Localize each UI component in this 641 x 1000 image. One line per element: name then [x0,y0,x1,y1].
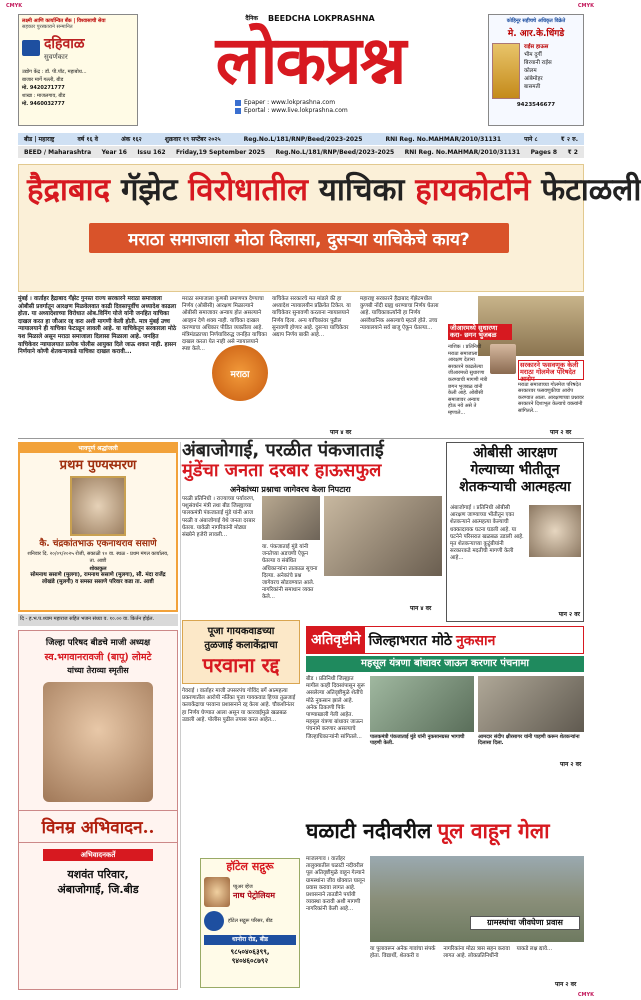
epaper-link[interactable]: Epaper : www.lokprashna.com [244,99,336,106]
lead-subheadline: मराठा समाजाला मोठा दिलासा, दुसऱ्या याचिकेचे काय? [89,223,509,253]
ad-rk-item: कोलम [524,68,537,74]
divider [18,438,584,439]
puja-headline [182,620,300,684]
ambajogai-col-1: परळी प्रतिनिधी । राज्याच्या पर्यावरण, पशुसंवर्धन मंत्री तथा बीड जिल्ह्याच्या पालकमंत्री पंकजाताई मुंडे यांनी आज परळी व अंबाजोगाई येथे जनता दरबार घेतला. यावेळी नागरिकांनी मोठ्या संख्येने हजेरी लावली... [182,496,256,539]
darbar-photo-1 [262,496,320,540]
lomte-name: स्व.भगवानरावजी (बापू) लोमटे [44,652,152,663]
dateline-rni: RNI Reg. No.MAHMAR/2010/31131 [385,135,502,143]
ghalati-headline [306,812,584,850]
dateline-city: बीड | महाराष्ट्र [24,136,55,143]
lead-jump[interactable]: पान ४ वर [330,429,352,436]
hotel-name: हॉटेल सद्गुरू [226,860,274,873]
lead-col-2: मराठा समाजाला कुणबी प्रमाणपत्र देण्याचा निर्णय (ओबीसी) आरक्षण मिळाल्याने ओबीसी समाजावर अन्याय होत असल्याने आव्हान देणे शक्य नाही. याचिका दाखल करण्याचा अधिकार पीडित व्यक्तीला आहे. मंत्रिमंडळाच्या निर्णयाविरुद्ध जनहित याचिका दाखल करता येत नाही असे न्यायालयाने स्पष्ट केले... [182,296,267,353]
ativrushti-headline-b: जिल्हाभरात मोठे [368,632,452,649]
obc-jump[interactable]: पान २ वर [558,611,580,618]
hotel-sadguru-ad [200,858,300,988]
ghalati-jump[interactable]: पान २ वर [555,981,577,988]
obituary-title: प्रथम पुण्यस्मरण [59,458,137,473]
ativrushti-headline-c: नुकसान [455,632,496,649]
hotel-pin: हॉटेल सद्गुरू परिसर, बीड [228,917,273,924]
masthead-weekly: दैनिक [245,15,259,22]
dateline-city-en: BEED / Maharashtra [24,148,92,156]
lomte-title: जिल्हा परिषद बीडचे माजी अध्यक्ष [45,638,151,648]
obituary-ad [18,442,178,612]
masthead [150,14,470,134]
saint-photo [204,877,230,907]
ad-dahiwal-top: लक्ष्मी आणि कार्यान्वित बँक | विश्वासाची सेवा [22,18,106,24]
masthead-english: BEEDCHA LOKPRASHNA [268,14,375,23]
lead-headline [27,172,641,208]
obituary-name: कै. चंद्रकांतभाऊ एकनाथराव ससाणे [39,539,157,549]
dateline-reg: Reg.No.L/181/RNP/Beed/2023-2025 [243,135,363,143]
cmyk-marker-left: CMYK [6,3,23,9]
lomte-sub: यांच्या तेराव्या स्मृतीस [67,666,129,675]
bank-logo-icon [22,40,40,56]
flood-caption-2: आमदार संदीप क्षीरसागर यांनी पाहणी करून शेतकऱ्यांना दिलासा दिला. [478,734,580,747]
dateline-price: ₹ २ रु. [560,136,578,143]
ghalati-headline-a: घळाटी नदीवरील [306,818,432,843]
ambajogai-headline-b: मुंडेंचा जनता दरबार हाऊसफुल [182,460,382,481]
eportal-line[interactable] [235,107,470,115]
ativrushti-headline-a: अतिवृष्टीने [307,626,365,654]
hotel-partner: प्युअर व्हेज [233,883,253,890]
dateline-year-en: Year 16 [101,148,127,156]
ambajogai-jump[interactable]: पान ४ वर [410,605,432,612]
obc-story [446,442,584,622]
lead-headline-part: विरोधातील [188,172,309,208]
lomte-greeting: विनम्र अभिवादन.. [19,810,177,843]
obituary-family-label: शोकाकुल [89,566,107,572]
ad-dahiwal-subtitle: सहकार पुरस्काराने सन्मानित [22,24,73,30]
puja-body: गेवराई । वार्ताहर माजी उपसरपंच गोविंद बर्गे आत्महत्या प्रकरणातील आरोपी नर्तिका पूजा गायकवाड हिच्या तुळजाई कलाकेंद्राचा परवाना प्रशासनाने रद्द केला आहे. चौकशीनंतर हा निर्णय घेण्यात आला असून या कारवाईमुळे खळबळ उडाली आहे. पोलीस पुढील तपास करत आहेत... [182,688,296,723]
ad-rk-item: आंबेमोहर [524,76,543,82]
bhujbal-photo [490,344,516,374]
epaper-line[interactable] [235,99,470,107]
puja-label: पूजा गायकवाडच्या [207,626,275,637]
ad-dahiwal-brand: दहिवाळ [44,36,85,52]
ad-rk-item: बिरयानी राईस [524,60,552,66]
flood-photo-2 [478,676,584,732]
hotel-phone-2: ९४०४६०८७९२ [231,957,269,965]
lead-col-3: याचिकेत सरकारचे मत मांडले की हा अध्यादेश न्यायालयीन प्रक्रियेत टिकेल. या याचिकेवर सुनावणी करताना न्यायालयाने निर्णय दिला. अन्य याचिकांवर पुढील सुनावणी होणार आहे. दुसऱ्या याचिकेवर अद्याप निर्णय बाकी आहे... [272,296,351,339]
ad-rk-brand: राईस हाऊस [524,44,549,50]
side-story-body: नाशिक । प्रतिनिधी मराठा समाजाला आरक्षण देताना सरकारने काढलेल्या जीआरमध्ये सुधारणा करण्याची मागणी मंत्री छगन भुजबळ यांनी केली आहे. ओबीसी समाजावर अन्याय होऊ नये असे ते म्हणाले... [448,344,488,416]
ad-dahiwal-line3: शाखा : माजलगाव, बीड [22,93,66,99]
dateline-pages: पाने ८ [524,136,538,143]
hotel-address: धानोरा रोड, बीड [204,935,296,945]
ad-dahiwal-brand-sub: सुवर्णकार [44,53,68,61]
ad-rk-top: कोहिनूर सहीचचे अधिकृत विक्रेते [506,18,566,24]
web-icon [235,108,241,114]
dateline-marathi [18,133,584,145]
ad-dahiwal [18,14,138,126]
farmer-photo [529,505,581,557]
ad-dahiwal-phone: मो. 9420271777 [22,85,65,91]
ad-rk-item: भीम दुर्गी [524,52,542,58]
dateline-rni-en: RNI Reg. No.MAHMAR/2010/31131 [404,148,521,156]
divider [180,442,181,988]
lead-headline-part: हैद्राबाद [27,172,111,208]
lead-col-4: महाराष्ट्र सरकारने हैद्राबाद गॅझेटमधील कुणबी नोंदी ग्राह्य धरण्याचा निर्णय घेतला आहे. याचिकाकर्त्यांनी हा निर्णय असंवैधानिक असल्याचे म्हटले होते. उच्च न्यायालयाने सर्व बाजू ऐकून घेतल्या... [360,296,439,331]
darbar-photo-2 [324,496,442,576]
dateline-date-en: Friday,19 September 2025 [175,148,266,156]
ad-dahiwal-line2: बाजार मार्गे गल्ली, बीड [22,77,64,83]
obituary-family: सोमनाथ ससाणे (मुलगा), रामनाथ ससाणे (मुलगा), सौ. मंदा राजेंद्र लोखंडे (मुलगी) व समस्त ससाणे परिवार कडा ता. आष्टी [30,572,166,585]
lead-headline-part: गॅझेट [120,172,178,208]
lead-story [18,164,641,292]
lead-headline-part: हायकोर्टाने [415,172,531,208]
lead-headline-part: याचिका [318,172,405,208]
ativrushti-headline [306,626,584,654]
lead-headline-part: फेटाळली [541,172,641,208]
flood-photo-1 [370,676,474,732]
court-jump[interactable]: पान २ वर [550,429,572,436]
obituary-photo [70,476,126,536]
obituary-details: शनिवार दि. २०/०९/२०२५ रोजी, सकाळी १० वा. स्थळ - प्रथम मंगल कार्यालय, ता. आष्टी [27,551,169,564]
obc-headline: ओबीसी आरक्षण गेल्याच्या भीतीतून शेतकऱ्याची आत्महत्या [459,445,571,495]
lead-col-1: मुंबई । वार्ताहर हैद्राबाद गॅझेट गुनस्त राज्य सरकारने मराठा समाजाला ओबीसी प्रवर्गातून आरक्षण मिळवेलवात काढी दिवसापूर्वीच अध्यादेश काढला होता. या अध्यादेशाच्या विरोधात ओब.विनिंग योजे यांनी जनहित याचिका दाखल करत हा जीआर रद्द करा अशी मागणी केली होती. मात्र मुंबई उच्च न्यायालयाने ही याचिका फेटाळून लावली आहे. या याचिकेतून सरकारला मोठे यश मिळाले असून मराठा समाजाला दिलासा मिळाला आहे. जनहित याचिकेवर न्यायालयात प्रत्येक पोलीस आयुक्त दिले जाऊ शकत नाही. हासन निर्णयाने कोणी शेतकऱ्याकडे याचिका दाखल करावी... [18,296,177,356]
dateline-reg-en: Reg.No.L/181/RNP/Beed/2023-2025 [275,148,395,156]
lomte-place: अंबाजोगाई, जि.बीड [57,883,139,896]
masthead-title: लोकप्रश्न [215,22,405,99]
lomte-ad [18,630,178,990]
lomte-family: यशवंत परिवार, [67,868,129,881]
dateline-price-en: ₹ 2 [567,148,578,156]
ambajogai-headline-a: अंबाजोगाई, परळीत पंकजाताई [182,440,384,461]
ghalati-headline-b: पूल वाहून गेला [437,818,550,843]
dateline-english [18,146,584,158]
lomte-label: अभिवादनकर्ते [43,849,153,861]
dateline-year: वर्ष १६ वे [77,136,99,143]
ad-dahiwal-phone2: मो. 9460032777 [22,101,65,107]
ambajogai-subheadline: अनेकांच्या प्रश्नाचा जागेवरच केला निपटारा [230,485,351,494]
cmyk-marker-bottom: CMYK [577,992,594,998]
ghalati-body-2: या पुलावरून अनेक गावांचा संपर्क होता. विद्यार्थी, शेतकरी व नागरिकांना मोठा त्रास सहन करावा लागत आहे. लोकप्रतिनिधींनी याकडे लक्ष द्यावे... [370,946,553,960]
side-panel [448,296,584,424]
side-story-headline: जीआरमध्ये सुधारणा करा- छगन भुजबळ [448,324,512,340]
ghalati-body: माजलगाव । वार्ताहर तालुक्यातील घळाटी नदीवरील पूल अतिवृष्टीमुळे वाहून गेल्याने ग्रामस्थांना जीव धोक्यात घालून प्रवास करावा लागत आहे. प्रशासनाने तातडीने पर्यायी व्यवस्था करावी अशी मागणी नागरिकांनी केली आहे... [306,856,365,913]
ad-rk-phone: 9423546677 [516,102,556,108]
maratha-logo-icon: मराठा [212,345,268,401]
hotel-pump: नाथ पेट्रोलियम [233,890,275,900]
ad-rk-dhingde [488,14,584,126]
ad-rk-item: बासमती [524,84,541,90]
ambajogai-col-2: या. पंकजाताई मुंडे यांनी जनतेच्या अडचणी ऐकून घेतल्या व संबंधित अधिकाऱ्यांना तात्काळ सूचना दिल्या. अनेकांचे प्रश्न जागेवरच सोडवण्यात आले. नागरिकांनी समाधान व्यक्त केले... [262,544,318,601]
puja-headline-text: परवाना रद्द [202,653,280,677]
web-icon [235,100,241,106]
ad-rk-headline: मे. आर.के.धिंगडे [507,29,565,39]
dateline-pages-en: Pages 8 [530,148,558,156]
obituary-footer: दि - ह.भ.प.श्याम महाराज सहित भजन संध्या व. १०.०० वा. किर्तन होईल. [18,614,178,626]
cmyk-marker-right: CMYK [577,3,594,9]
eportal-link[interactable]: Eportal : www.live.lokprashna.com [244,107,348,114]
obituary-heading: भावपूर्ण श्रद्धांजली [20,444,176,453]
ambajogai-headline [182,442,442,486]
dateline-issue: अंक १६२ [121,136,142,143]
ativrushti-body: बीड । प्रतिनिधी जिल्ह्यात मागील काही दिवसांपासून सुरू असलेल्या अतिवृष्टीमुळे शेतीचे मोठे नुकसान झाले आहे. अनेक ठिकाणी पिके पाण्याखाली गेली आहेत. महसूल यंत्रणा बांधावर जाऊन पंचनामे करणार असल्याचे जिल्हाधिकाऱ्यांनी सांगितले... [306,676,365,740]
puja-title: तुळजाई कलाकेंद्राचा [204,640,278,651]
ad-dahiwal-line1: उद्योग केंद्र : डॉ. पी.पॉट, महाबोध... [22,69,87,75]
fuel-logo-icon [204,911,224,931]
dateline-issue-en: Issu 162 [137,148,166,156]
ativrushti-jump[interactable]: पान २ वर [560,761,582,768]
ghalati-tag: ग्रामस्थांचा जीवघेणा प्रवास [470,916,580,930]
rice-bag-icon [492,43,520,99]
court-caption-headline: सरकारने फसवणूक केली मराठा गोलमेज परिषदेत आरोप [518,360,584,380]
court-caption-body: मराठा समाजाच्या गोलमेज परिषदेत सरकारवर फसवणुकीचा आरोप करण्यात आला. आरक्षणाच्या प्रश्नावर सरकारने दिशाभूल केल्याचे वक्त्यांनी सांगितले... [518,382,584,414]
ativrushti-subheadline: महसूल यंत्रणा बांधावर जाऊन करणार पंचनामा [306,656,584,672]
flood-caption-1: पालकमंत्री पंकजाताई मुंडे यांनी नुकसानग्रस्त भागाची पाहणी केली. [370,734,465,747]
obc-body: अंबाजोगाई । प्रतिनिधी ओबीसी आरक्षण जाण्याच्या भीतीतून एका शेतकऱ्याने आत्महत्या केल्याची धक्कादायक घटना घडली आहे. या घटनेने परिसरात खळबळ उडाली आहे. मृत शेतकऱ्याच्या कुटुंबीयांनी सरकारकडे मदतीची मागणी केली आहे... [450,505,524,562]
dateline-date: शुक्रवार १९ सप्टेंबर २०२५ [164,136,221,143]
lomte-photo [43,682,153,802]
hotel-phone-1: ९८५०४०६३९९, [230,948,270,956]
